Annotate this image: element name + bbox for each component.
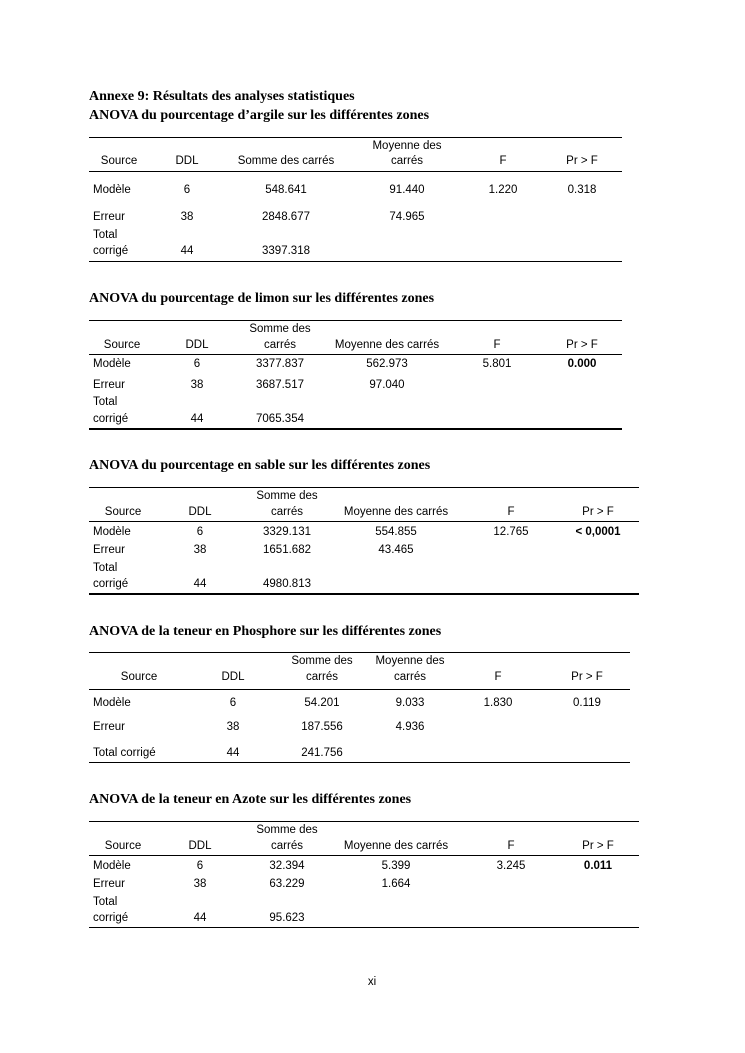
row-sum-of-squares: 548.641 xyxy=(265,184,307,196)
row-p-value: 0.000 xyxy=(567,358,597,370)
row-ddl: 44 xyxy=(226,747,240,759)
table-title: ANOVA de la teneur en Phosphore sur les différentes zones xyxy=(89,624,442,639)
row-mean-squares: 554.855 xyxy=(375,526,417,538)
header-p-value: Pr > F xyxy=(582,506,614,518)
row-p-value: 0.318 xyxy=(567,184,597,196)
table-bottom-rule xyxy=(89,593,639,595)
row-sum-of-squares: 2848.677 xyxy=(262,211,310,223)
header-ddl: DDL xyxy=(221,671,245,683)
table-top-rule xyxy=(89,320,622,321)
row-source: Total corrigé xyxy=(93,747,156,759)
row-ddl: 6 xyxy=(196,526,204,538)
row-source: Erreur xyxy=(93,379,125,391)
row-ddl: 44 xyxy=(193,912,207,924)
header-source: Source xyxy=(104,506,142,518)
row-ddl: 44 xyxy=(180,245,194,257)
row-mean-squares: 91.440 xyxy=(389,184,425,196)
header-sum-of-squares-line2: carrés xyxy=(306,671,338,683)
row-source: Modèle xyxy=(93,526,131,538)
header-rule xyxy=(89,171,622,172)
row-f: 3.245 xyxy=(496,860,526,872)
header-f: F xyxy=(499,155,507,167)
row-sum-of-squares: 63.229 xyxy=(269,878,305,890)
row-source: Modèle xyxy=(93,860,131,872)
row-source-line1: Total xyxy=(93,896,118,908)
header-source: Source xyxy=(103,339,141,351)
table-title: ANOVA du pourcentage d’argile sur les différentes zones xyxy=(89,108,430,123)
header-sum-of-squares-line2: carrés xyxy=(264,339,296,351)
row-ddl: 6 xyxy=(193,358,201,370)
row-p-value: < 0,0001 xyxy=(575,526,621,538)
header-mean-squares: Moyenne des carrés xyxy=(334,339,440,351)
table-title: ANOVA du pourcentage de limon sur les différentes zones xyxy=(89,291,435,306)
table-top-rule xyxy=(89,652,630,653)
row-f: 12.765 xyxy=(493,526,529,538)
row-sum-of-squares: 7065.354 xyxy=(256,413,304,425)
header-rule xyxy=(89,689,630,690)
row-source-line2: corrigé xyxy=(93,912,129,924)
row-sum-of-squares: 1651.682 xyxy=(263,544,311,556)
row-source-line1: Total xyxy=(93,562,118,574)
row-source: Erreur xyxy=(93,211,125,223)
row-source-line2: corrigé xyxy=(93,245,129,257)
row-sum-of-squares: 3377.837 xyxy=(256,358,304,370)
row-ddl: 6 xyxy=(229,697,237,709)
row-source-line1: Total xyxy=(93,396,118,408)
annex-title: Annexe 9: Résultats des analyses statistiques xyxy=(89,89,355,104)
table-title: ANOVA de la teneur en Azote sur les différentes zones xyxy=(89,792,412,807)
row-source: Modèle xyxy=(93,358,131,370)
header-sum-of-squares-line1: Somme des xyxy=(256,490,318,502)
header-sum-of-squares-line1: Somme des xyxy=(249,323,311,335)
row-mean-squares: 4.936 xyxy=(395,721,425,733)
row-sum-of-squares: 95.623 xyxy=(269,912,305,924)
table-bottom-rule xyxy=(89,762,630,763)
row-source: Erreur xyxy=(93,878,125,890)
row-source-line2: corrigé xyxy=(93,578,129,590)
row-ddl: 38 xyxy=(193,878,207,890)
table-bottom-rule xyxy=(89,261,622,262)
row-sum-of-squares: 4980.813 xyxy=(263,578,311,590)
table-bottom-rule xyxy=(89,927,639,928)
table-top-rule xyxy=(89,487,639,488)
row-ddl: 44 xyxy=(193,578,207,590)
row-ddl: 6 xyxy=(183,184,191,196)
row-f: 1.220 xyxy=(488,184,518,196)
row-sum-of-squares: 54.201 xyxy=(304,697,340,709)
table-top-rule xyxy=(89,137,622,138)
row-ddl: 44 xyxy=(190,413,204,425)
row-f: 5.801 xyxy=(482,358,512,370)
header-sum-of-squares-line2: carrés xyxy=(271,840,303,852)
row-sum-of-squares: 187.556 xyxy=(301,721,343,733)
row-f: 1.830 xyxy=(483,697,513,709)
header-mean-squares-line1: Moyenne des xyxy=(375,655,445,667)
table-title: ANOVA du pourcentage en sable sur les différentes zones xyxy=(89,458,431,473)
header-p-value: Pr > F xyxy=(566,155,598,167)
header-source: Source xyxy=(104,840,142,852)
header-f: F xyxy=(493,339,501,351)
row-mean-squares: 9.033 xyxy=(395,697,425,709)
row-mean-squares: 562.973 xyxy=(366,358,408,370)
header-ddl: DDL xyxy=(185,339,209,351)
header-p-value: Pr > F xyxy=(582,840,614,852)
row-ddl: 38 xyxy=(226,721,240,733)
row-sum-of-squares: 241.756 xyxy=(301,747,343,759)
row-mean-squares: 1.664 xyxy=(381,878,411,890)
row-sum-of-squares: 3397.318 xyxy=(262,245,310,257)
row-source: Erreur xyxy=(93,544,125,556)
row-sum-of-squares: 3329.131 xyxy=(263,526,311,538)
header-ddl: DDL xyxy=(188,840,212,852)
header-f: F xyxy=(494,671,502,683)
row-sum-of-squares: 3687.517 xyxy=(256,379,304,391)
row-ddl: 38 xyxy=(193,544,207,556)
row-source-line1: Total xyxy=(93,229,118,241)
header-source: Source xyxy=(120,671,158,683)
header-mean-squares: Moyenne des carrés xyxy=(343,840,449,852)
header-p-value: Pr > F xyxy=(571,671,603,683)
header-sum-of-squares-line2: carrés xyxy=(271,506,303,518)
row-mean-squares: 97.040 xyxy=(369,379,405,391)
row-mean-squares: 74.965 xyxy=(389,211,425,223)
header-mean-squares-line1: Moyenne des xyxy=(372,140,442,152)
row-ddl: 6 xyxy=(196,860,204,872)
header-f: F xyxy=(507,840,515,852)
row-source-line2: corrigé xyxy=(93,413,129,425)
header-rule xyxy=(89,855,639,856)
row-p-value: 0.011 xyxy=(583,860,613,872)
header-ddl: DDL xyxy=(175,155,199,167)
row-p-value: 0.119 xyxy=(573,697,601,709)
header-mean-squares-line2: carrés xyxy=(391,155,423,167)
header-rule xyxy=(89,521,639,522)
row-mean-squares: 5.399 xyxy=(381,860,411,872)
header-source: Source xyxy=(100,155,138,167)
page-number: xi xyxy=(367,976,377,988)
row-source: Erreur xyxy=(93,721,125,733)
header-p-value: Pr > F xyxy=(566,339,598,351)
row-mean-squares: 43.465 xyxy=(378,544,414,556)
row-source: Modèle xyxy=(93,697,131,709)
row-sum-of-squares: 32.394 xyxy=(269,860,305,872)
header-f: F xyxy=(507,506,515,518)
header-rule xyxy=(89,354,622,355)
header-ddl: DDL xyxy=(188,506,212,518)
row-ddl: 38 xyxy=(180,211,194,223)
row-source: Modèle xyxy=(93,184,131,196)
header-sum-of-squares-line1: Somme des xyxy=(256,824,318,836)
header-mean-squares-line2: carrés xyxy=(394,671,426,683)
header-sum-of-squares-line1: Somme des xyxy=(291,655,353,667)
table-top-rule xyxy=(89,821,639,822)
header-mean-squares: Moyenne des carrés xyxy=(343,506,449,518)
header-sum-of-squares: Somme des carrés xyxy=(237,155,335,167)
table-bottom-rule xyxy=(89,428,622,430)
row-ddl: 38 xyxy=(190,379,204,391)
